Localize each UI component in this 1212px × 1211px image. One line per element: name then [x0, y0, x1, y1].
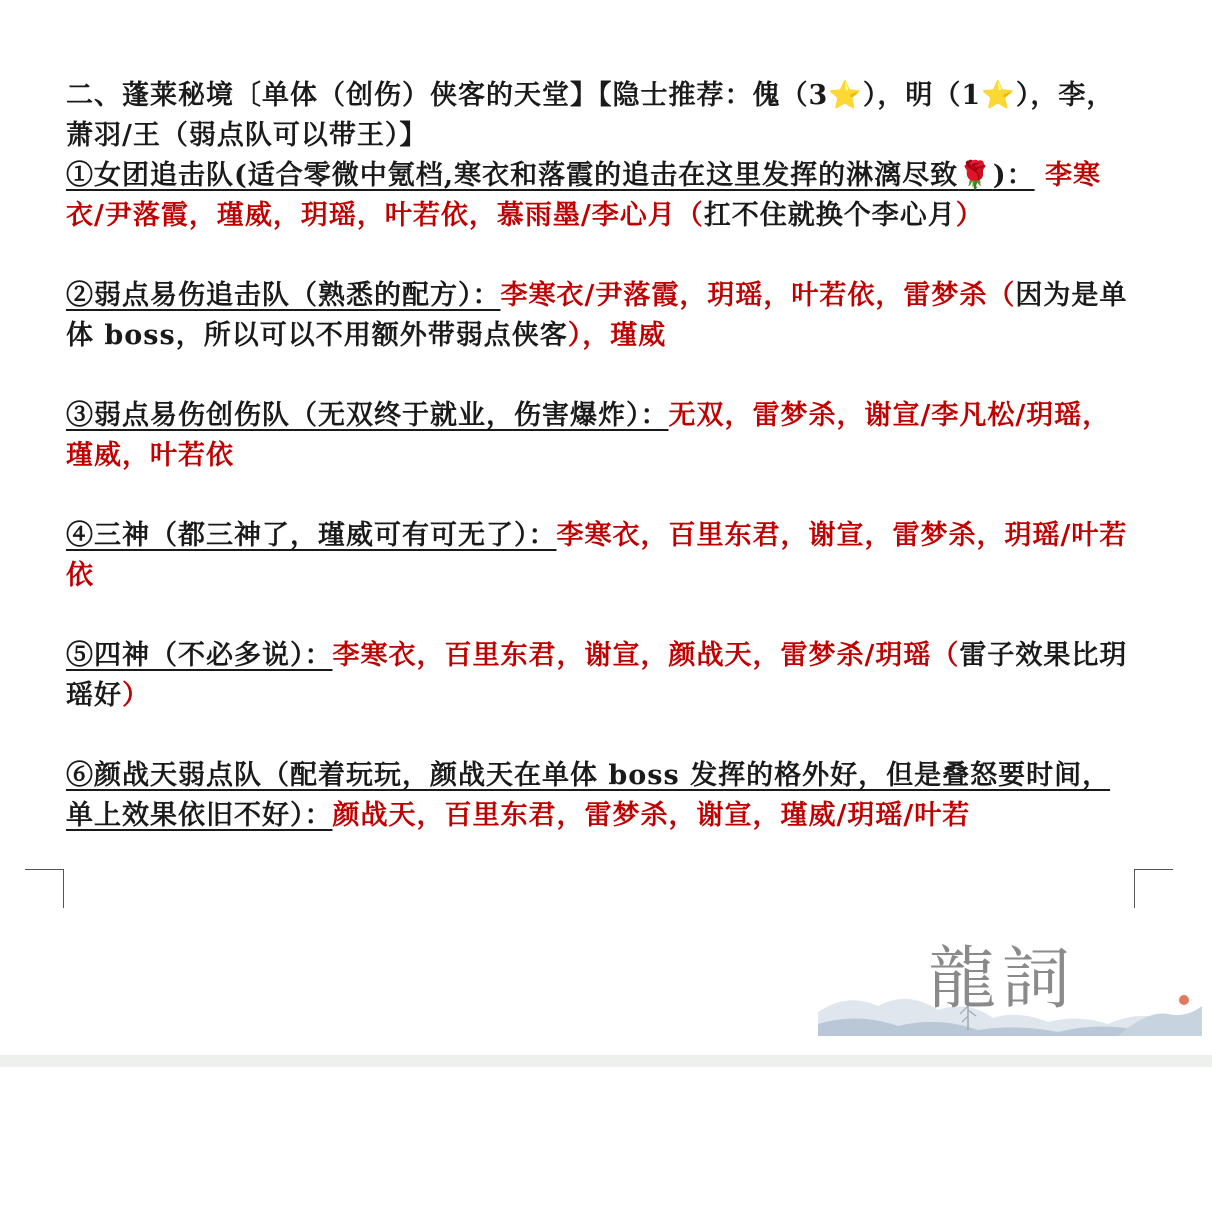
- team-title: ⑥颜战天弱点队（配着玩玩，颜战天在单体 boss 发挥的格外好，但是叠怒要时间，单上效果依旧不好）：: [66, 760, 1111, 831]
- team-1: [66, 156, 1134, 236]
- team-members: 无双，雷梦杀，谢宣/李凡松/玥瑶，瑾威，叶若依: [66, 400, 1111, 471]
- team-members: 李寒衣/尹落霞，瑾威，玥瑶，叶若依，慕雨墨/李心月（: [66, 160, 1101, 231]
- team-members-end: ），瑾威: [567, 320, 667, 351]
- team-6: [66, 756, 1134, 836]
- team-title: ④三神（都三神了，瑾威可有可无了）：: [66, 520, 557, 551]
- page-corner-mark-left: [25, 869, 64, 908]
- team-note: 雷子效果比玥瑶好: [66, 640, 1128, 711]
- team-members-end: ）: [955, 200, 984, 231]
- heading-text-tail: ），: [1015, 80, 1059, 111]
- heading-text-line2: 李，萧羽/王（弱点队可以带王）】: [66, 80, 1115, 151]
- star-icon: ⭐: [981, 80, 1016, 111]
- team-members: 李寒衣，百里东君，谢宣，雷梦杀，玥瑶/叶若依: [66, 520, 1128, 591]
- team-title: ①女团追击队(适合零微中氪档,寒衣和落霞的追击在这里发挥的淋漓尽致🌹)：: [66, 160, 1035, 191]
- blank-area: [0, 1067, 1212, 1211]
- document-body: [66, 76, 1134, 836]
- watermark-logo: [818, 940, 1202, 1036]
- team-note: 因为是单体 boss，所以可以不用额外带弱点侠客: [66, 280, 1128, 351]
- heading-text-mid: ），明（1: [862, 80, 982, 111]
- team-members: 李寒衣/尹落霞，玥瑶，叶若依，雷梦杀（: [500, 280, 1016, 311]
- team-4: [66, 516, 1134, 596]
- page-bottom-border: [0, 1055, 1212, 1067]
- page-corner-mark-right: [1134, 869, 1173, 908]
- watermark-text: 龍詞: [928, 940, 1077, 1019]
- team-members: 李寒衣，百里东君，谢宣，颜战天，雷梦杀/玥瑶（: [332, 640, 960, 671]
- team-members: 颜战天，百里东君，雷梦杀，谢宣，瑾威/玥瑶/叶若: [332, 800, 971, 831]
- team-5: [66, 636, 1134, 716]
- team-title: ⑤四神（不必多说）：: [66, 640, 333, 671]
- section-heading: [66, 76, 1134, 156]
- team-members-end: ）: [122, 680, 150, 711]
- heading-text: 二、蓬莱秘境〔单体（创伤）侠客的天堂】【隐士推荐：傀（3: [66, 80, 829, 111]
- star-icon: ⭐: [828, 80, 863, 111]
- team-title: ③弱点易伤创伤队（无双终于就业，伤害爆炸）：: [66, 400, 669, 431]
- team-3: [66, 396, 1134, 476]
- rose-icon: 🌹: [958, 160, 993, 191]
- team-2: [66, 276, 1134, 356]
- team-note: 扛不住就换个李心月: [703, 200, 956, 231]
- team-title: ②弱点易伤追击队（熟悉的配方）：: [66, 280, 501, 311]
